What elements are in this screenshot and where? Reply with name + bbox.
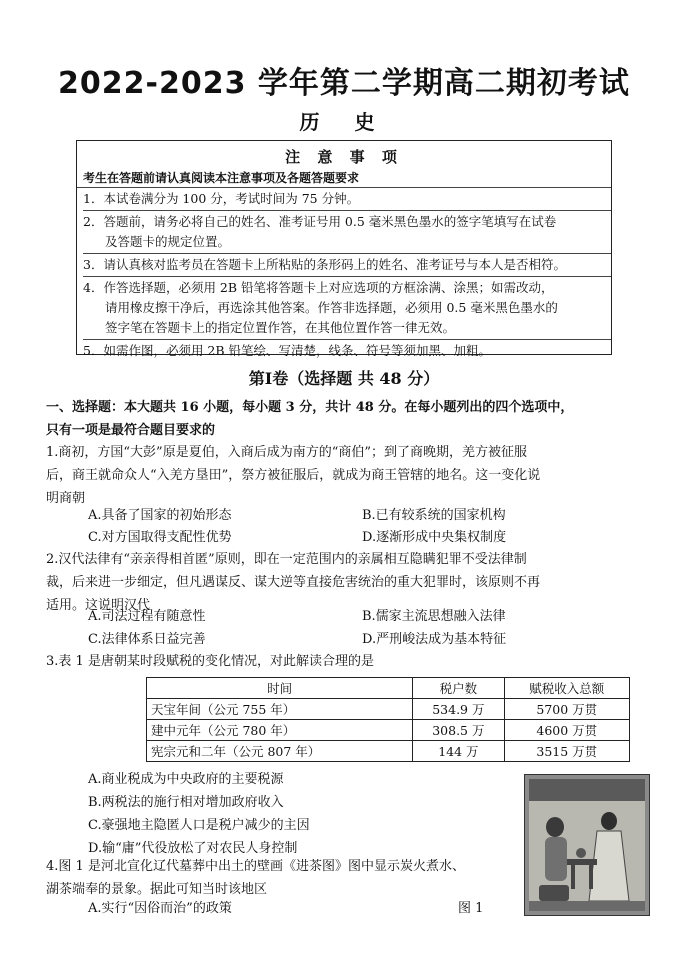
mural-image — [524, 774, 650, 916]
divider — [83, 339, 611, 340]
table-cell: 天宝年间（公元 755 年） — [147, 699, 413, 720]
table-cell: 144 万 — [413, 741, 504, 762]
notice-item-text: 4．作答选择题，必须用 2B 铅笔将答题卡上对应选项的方框涂满、涂黑；如需改动， — [83, 280, 554, 295]
table-row — [147, 741, 630, 762]
divider — [83, 210, 611, 211]
question-1-stem: 明商朝 — [46, 491, 86, 506]
section-instruction: 一、选择题：本大题共 16 小题，每小题 3 分，共计 48 分。在每小题列出的四个选项中， — [46, 400, 574, 415]
notice-item-text: 5．如需作图，必须用 2B 铅笔绘、写清楚，线条、符号等须加黑、加粗。 — [83, 343, 492, 358]
question-2-option-d[interactable]: D.严刑峻法成为基本特征 — [362, 632, 507, 647]
table-cell: 宪宗元和二年（公元 807 年） — [147, 741, 413, 762]
notice-item-text: 3．请认真核对监考员在答题卡上所粘贴的条形码上的姓名、准考证号与本人是否相符。 — [83, 257, 566, 272]
table-cell: 5700 万贯 — [504, 699, 629, 720]
section-instruction: 只有一项是最符合题目要求的 — [46, 423, 216, 438]
divider — [83, 276, 611, 277]
notice-item — [83, 341, 611, 361]
notice-item-text: 请用橡皮擦干净后，再选涂其他答案。作答非选择题，必须用 0.5 毫米黑色墨水的 — [105, 300, 558, 315]
figure-caption: 图 1 — [458, 901, 484, 916]
table-header-cell: 时间 — [147, 678, 413, 699]
table-header-cell: 赋税收入总额 — [504, 678, 629, 699]
mural-illustration — [525, 775, 649, 915]
table-cell: 4600 万贯 — [504, 720, 629, 741]
question-1-stem: 1.商初，方国“大彭”原是夏伯，入商后成为南方的“商伯”；到了商晚期，羌方被征服 — [46, 445, 527, 460]
question-2-stem: 2.汉代法律有“亲亲得相首匿”原则，即在一定范围内的亲属相互隐瞒犯罪不受法律制 — [46, 552, 527, 567]
notice-item-text: 2．答题前，请务必将自己的姓名、准考证号用 0.5 毫米黑色墨水的签字笔填写在试卷 — [83, 214, 557, 229]
question-1-option-a[interactable]: A.具备了国家的初始形态 — [88, 508, 232, 523]
question-3-stem: 3.表 1 是唐朝某时段赋税的变化情况，对此解读合理的是 — [46, 654, 374, 669]
table-cell: 3515 万贯 — [504, 741, 629, 762]
question-4-option-a[interactable]: A.实行“因俗而治”的政策 — [88, 901, 232, 916]
question-4-stem: 4.图 1 是河北宣化辽代墓葬中出土的壁画《进茶图》图中显示炭火煮水、 — [46, 859, 465, 874]
divider — [83, 253, 611, 254]
notice-item-text: 及答题卡的规定位置。 — [105, 234, 231, 249]
question-3-option-b[interactable]: B.两税法的施行相对增加政府收入 — [88, 795, 284, 810]
table-cell: 308.5 万 — [413, 720, 504, 741]
question-1-option-d[interactable]: D.逐渐形成中央集权制度 — [362, 530, 507, 545]
question-2-stem: 裁，后来进一步细定，但凡遇谋反、谋大逆等直接危害统治的重大犯罪时，该原则不再 — [46, 575, 541, 590]
question-2-option-b[interactable]: B.儒家主流思想融入法律 — [362, 609, 506, 624]
question-4-stem: 湖茶端奉的景象。据此可知当时该地区 — [46, 882, 268, 897]
table-row — [147, 699, 630, 720]
notice-item — [83, 278, 611, 338]
question-3-option-d[interactable]: D.输“庸”代役放松了对农民人身控制 — [88, 841, 298, 856]
notice-heading: 考生在答题前请认真阅读本注意事项及各题答题要求 — [83, 171, 360, 185]
question-3-option-c[interactable]: C.豪强地主隐匿人口是税户减少的主因 — [88, 818, 310, 833]
notice-item — [83, 189, 611, 209]
question-1-option-b[interactable]: B.已有较系统的国家机构 — [362, 508, 506, 523]
section-title: 第Ⅰ卷（选择题 共 48 分） — [248, 369, 440, 388]
question-3-option-a[interactable]: A.商业税成为中央政府的主要税源 — [88, 772, 284, 787]
question-2-stem: 适用。这说明汉代 — [46, 598, 151, 613]
question-2-option-a[interactable]: A.司法过程有随意性 — [88, 609, 206, 624]
notice-item — [83, 212, 611, 252]
table-header-row — [147, 678, 630, 699]
subject-title: 历 史 — [299, 110, 389, 134]
exam-title: 2022-2023 学年第二学期高二期初考试 — [58, 66, 630, 101]
table-cell: 534.9 万 — [413, 699, 504, 720]
question-1-option-c[interactable]: C.对方国取得支配性优势 — [88, 530, 232, 545]
question-2-option-c[interactable]: C.法律体系日益完善 — [88, 632, 206, 647]
notice-item — [83, 255, 611, 275]
table-header-cell: 税户数 — [413, 678, 504, 699]
table-row — [147, 720, 630, 741]
notice-box — [76, 140, 612, 358]
tax-table — [146, 677, 630, 762]
divider — [77, 187, 611, 188]
notice-item-text: 签字笔在答题卡上的指定位置作答，在其他位置作答一律无效。 — [105, 320, 456, 335]
notice-item-text: 1．本试卷满分为 100 分，考试时间为 75 分钟。 — [83, 191, 360, 206]
notice-list — [83, 189, 611, 361]
table-cell: 建中元年（公元 780 年） — [147, 720, 413, 741]
notice-title: 注 意 事 项 — [285, 148, 403, 166]
question-1-stem: 后，商王就命众人“入羌方垦田”，祭方被征服后，就成为商王管辖的地名。这一变化说 — [46, 468, 541, 483]
